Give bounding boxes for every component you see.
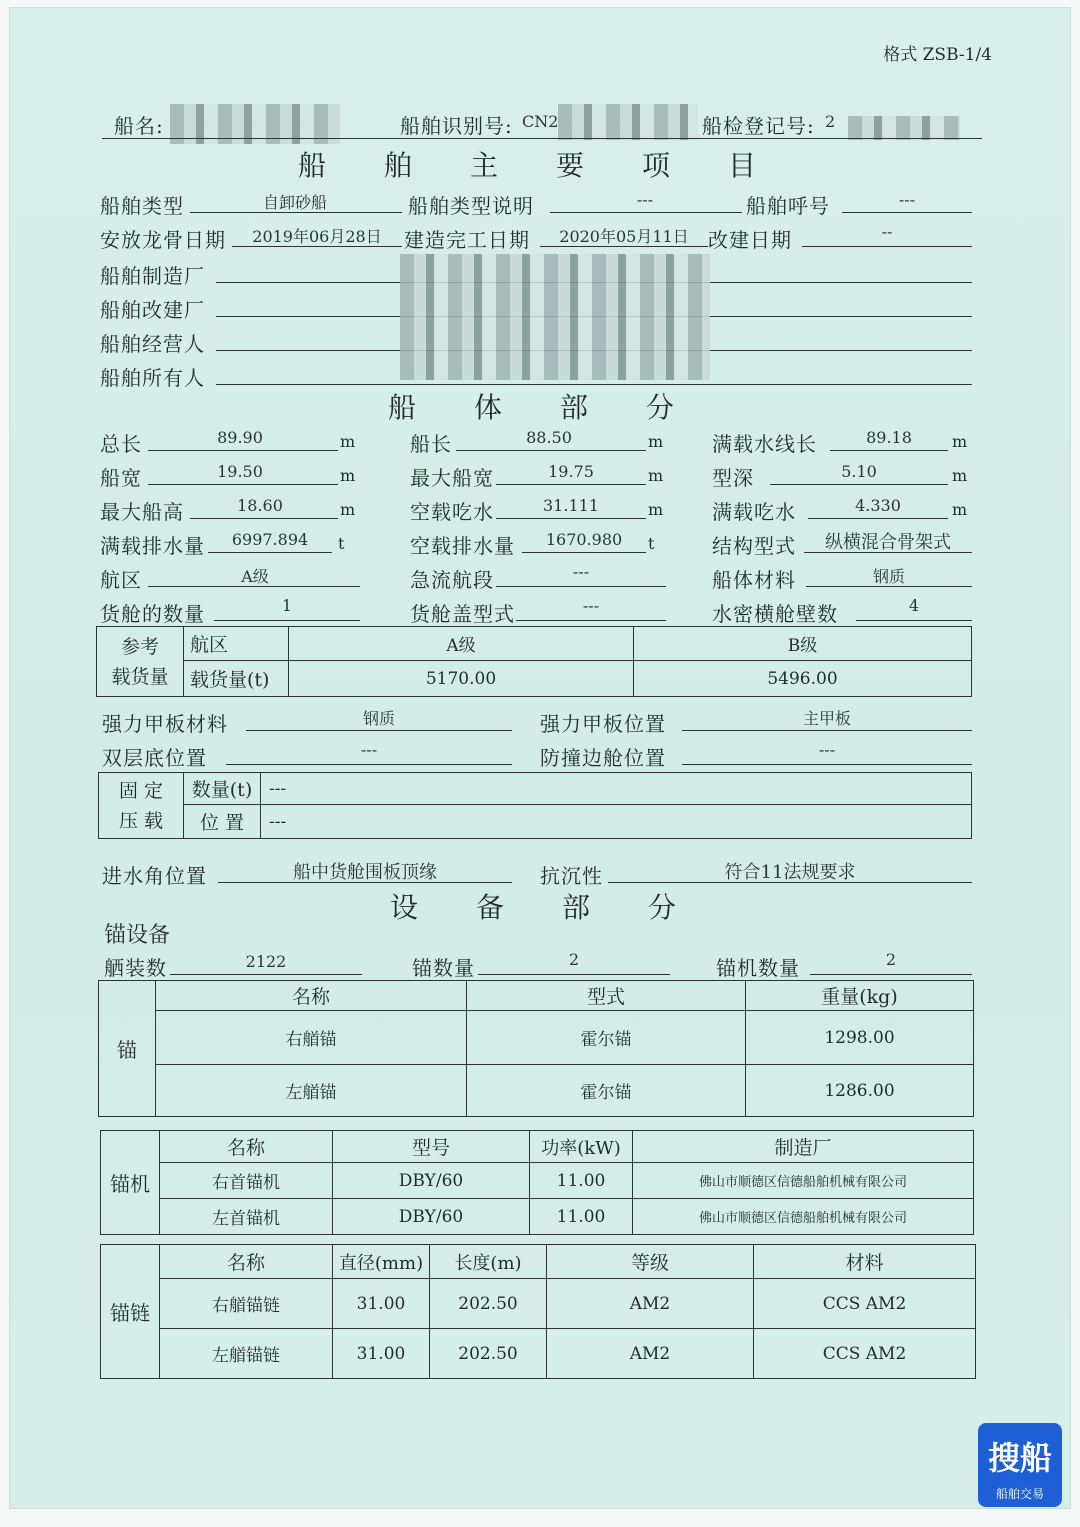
ballast-pos-value: --- [261, 805, 972, 839]
underline [810, 974, 972, 975]
underline [214, 620, 360, 621]
ref-cargo-col-b: B级 [634, 627, 972, 661]
section-hull-title: 船体部分 [388, 391, 733, 424]
builder-label: 船舶制造厂 [100, 264, 205, 288]
underline [190, 212, 402, 213]
light-draft-value: 31.111 [543, 496, 599, 515]
table-row-cell: 202.50 [430, 1279, 547, 1329]
light-draft-label: 空载吃水 [410, 500, 494, 524]
windlass-header-power: 功率(kW) [530, 1131, 633, 1163]
structure-label: 结构型式 [712, 534, 796, 558]
chain-header-length: 长度(m) [430, 1245, 547, 1279]
fixed-ballast-table [98, 772, 972, 839]
ballast-pos-label: 位 置 [184, 805, 261, 839]
table-row-cell: DBY/60 [333, 1163, 530, 1199]
underline [540, 246, 708, 247]
breadth-label: 船宽 [100, 466, 142, 490]
full-draft-label: 满载吃水 [712, 500, 796, 524]
underline [456, 450, 646, 451]
breadth-unit: m [340, 466, 356, 485]
chain-header-name: 名称 [160, 1245, 333, 1279]
chain-header-diameter: 直径(mm) [333, 1245, 430, 1279]
keel-date-label: 安放龙骨日期 [100, 228, 226, 252]
anchors-table [98, 980, 974, 1117]
nav-area-label: 航区 [100, 568, 142, 592]
call-sign-label: 船舶呼号 [746, 194, 830, 218]
max-height-unit: m [340, 500, 356, 519]
underline [608, 882, 972, 883]
ship-type-desc-value: --- [636, 190, 654, 209]
underline [496, 518, 646, 519]
built-date-label: 建造完工日期 [404, 228, 530, 252]
chain-header-material: 材料 [754, 1245, 976, 1279]
collision-value: --- [818, 740, 836, 759]
max-height-label: 最大船高 [100, 500, 184, 524]
underline [522, 552, 646, 553]
deck-position-value: 主甲板 [802, 709, 851, 728]
light-displacement-value: 1670.980 [545, 530, 623, 549]
underline [682, 730, 972, 731]
flood-angle-value: 船中货舱围板顶缘 [293, 862, 437, 883]
full-draft-value: 4.330 [855, 496, 901, 515]
windlass-table [100, 1130, 974, 1235]
full-draft-unit: m [952, 500, 968, 519]
nav-area-value: A级 [241, 567, 269, 586]
table-row-cell: 右首锚机 [160, 1163, 333, 1199]
underline [842, 212, 972, 213]
anchor-count-label: 锚数量 [412, 956, 475, 980]
operator-label: 船舶经营人 [100, 332, 205, 356]
light-displacement-unit: t [648, 534, 655, 553]
underline [496, 586, 666, 587]
ship-name-label: 船名: [114, 114, 164, 138]
header-underline [102, 138, 982, 139]
table-row-cell: 202.50 [430, 1329, 547, 1379]
underline [170, 974, 362, 975]
anchors-side-label: 锚 [99, 981, 156, 1117]
lbp-label: 船长 [410, 432, 452, 456]
material-label: 船体材料 [712, 568, 796, 592]
built-date-value: 2020年05月11日 [559, 227, 689, 246]
table-row-cell: 霍尔锚 [467, 1011, 746, 1065]
soship-logo[interactable] [978, 1423, 1062, 1507]
bulkheads-label: 水密横舱壁数 [712, 602, 838, 626]
ref-cargo-area-label: 航区 [184, 627, 289, 661]
underline [246, 730, 512, 731]
table-row-cell: 1298.00 [746, 1011, 974, 1065]
reference-cargo-table [96, 626, 972, 697]
underline [856, 620, 972, 621]
table-row-cell: 佛山市顺德区信德船舶机械有限公司 [633, 1163, 974, 1199]
outfit-number-label: 舾装数 [104, 956, 167, 980]
underline [830, 450, 948, 451]
logo-title: 搜船 [987, 1439, 1052, 1477]
table-row-cell: 右艏锚链 [160, 1279, 333, 1329]
depth-unit: m [952, 466, 968, 485]
ref-cargo-col-a: A级 [289, 627, 634, 661]
table-row-cell: 右艏锚 [156, 1011, 467, 1065]
breadth-value: 19.50 [217, 462, 263, 481]
bulkheads-value: 4 [908, 596, 920, 615]
flood-angle-label: 进水角位置 [102, 864, 207, 888]
ref-cargo-title-line1: 参考 [120, 635, 159, 658]
lwl-value: 89.18 [866, 428, 912, 447]
redacted-ship-id [558, 104, 698, 140]
ballast-title [99, 773, 184, 839]
depth-value: 5.10 [841, 462, 877, 481]
collision-label: 防撞边舱位置 [540, 746, 666, 770]
logo-subtitle: 船舶交易 [995, 1487, 1044, 1501]
rebuilt-date-value: -- [881, 222, 893, 241]
structure-value: 纵横混合骨架式 [825, 532, 951, 553]
windlass-count-value: 2 [885, 950, 897, 969]
hatch-type-value: --- [582, 596, 600, 615]
rebuilder-label: 船舶改建厂 [100, 298, 205, 322]
document-sheet [10, 8, 1070, 1508]
windlass-header-model: 型号 [333, 1131, 530, 1163]
table-row-cell: 左艏锚 [156, 1065, 467, 1117]
ship-id-value: CN2 [522, 112, 559, 131]
holds-value: 1 [281, 596, 293, 615]
max-breadth-value: 19.75 [548, 462, 594, 481]
ref-cargo-val-b: 5496.00 [634, 661, 972, 697]
anchors-header-name: 名称 [156, 981, 467, 1011]
underline [516, 620, 666, 621]
underline [226, 764, 512, 765]
holds-label: 货舱的数量 [100, 602, 205, 626]
underline [682, 764, 972, 765]
rapids-label: 急流航段 [410, 568, 494, 592]
full-displacement-label: 满载排水量 [100, 534, 205, 558]
windlass-header-name: 名称 [160, 1131, 333, 1163]
light-displacement-label: 空载排水量 [410, 534, 515, 558]
underline [478, 974, 670, 975]
double-bottom-value: --- [360, 740, 378, 759]
redacted-registration [848, 116, 960, 140]
double-bottom-label: 双层底位置 [102, 746, 207, 770]
loa-unit: m [340, 432, 356, 451]
table-row-cell: DBY/60 [333, 1199, 530, 1235]
registration-label: 船检登记号: [702, 114, 815, 138]
form-code: 格式 ZSB-1/4 [883, 45, 992, 65]
sinking-value: 符合11法规要求 [724, 862, 856, 883]
ship-type-label: 船舶类型 [100, 194, 184, 218]
table-row-cell: 31.00 [333, 1329, 430, 1379]
ballast-qty-label: 数量(t) [184, 773, 261, 805]
light-draft-unit: m [648, 500, 664, 519]
ship-id-label: 船舶识别号: [400, 114, 513, 138]
underline [208, 552, 332, 553]
table-row-cell: 11.00 [530, 1199, 633, 1235]
registration-value: 2 [825, 112, 836, 131]
table-row-cell: AM2 [547, 1329, 754, 1379]
lbp-value: 88.50 [526, 428, 572, 447]
deck-material-label: 强力甲板材料 [102, 712, 228, 736]
table-row-cell: 左首锚机 [160, 1199, 333, 1235]
anchors-header-type: 型式 [467, 981, 746, 1011]
chain-side-label: 锚链 [101, 1245, 160, 1379]
windlass-side-label: 锚机 [101, 1131, 160, 1235]
anchor-count-value: 2 [568, 950, 580, 969]
section-equipment-title: 设备部分 [390, 891, 735, 924]
ref-cargo-val-a: 5170.00 [289, 661, 634, 697]
underline [808, 518, 948, 519]
underline [218, 882, 512, 883]
material-value: 钢质 [872, 567, 905, 586]
table-row-cell: 1286.00 [746, 1065, 974, 1117]
ballast-title-line1: 固 定 [118, 779, 164, 802]
windlass-header-maker: 制造厂 [633, 1131, 974, 1163]
anchor-chain-table [100, 1244, 976, 1379]
underline [802, 246, 972, 247]
loa-value: 89.90 [217, 428, 263, 447]
lwl-label: 满载水线长 [712, 432, 817, 456]
ballast-qty-value: --- [261, 773, 972, 805]
table-row-cell: CCS AM2 [754, 1279, 976, 1329]
underline [148, 586, 360, 587]
anchors-header-weight: 重量(kg) [746, 981, 974, 1011]
call-sign-value: --- [898, 190, 916, 209]
hatch-type-label: 货舱盖型式 [410, 602, 515, 626]
max-breadth-label: 最大船宽 [410, 466, 494, 490]
underline [496, 484, 646, 485]
table-row-cell: 11.00 [530, 1163, 633, 1199]
table-row-cell: 31.00 [333, 1279, 430, 1329]
ballast-title-line2: 压 载 [118, 809, 164, 832]
loa-label: 总长 [100, 432, 142, 456]
underline [804, 552, 972, 553]
chain-header-grade: 等级 [547, 1245, 754, 1279]
underline [806, 586, 972, 587]
underline [148, 484, 338, 485]
underline [148, 450, 338, 451]
ref-cargo-title [97, 627, 184, 697]
underline [550, 212, 742, 213]
underline [190, 518, 338, 519]
windlass-count-label: 锚机数量 [716, 956, 800, 980]
table-row-cell: CCS AM2 [754, 1329, 976, 1379]
depth-label: 型深 [712, 466, 754, 490]
full-displacement-value: 6997.894 [231, 530, 309, 549]
full-displacement-unit: t [338, 534, 345, 553]
underline [232, 246, 402, 247]
lbp-unit: m [648, 432, 664, 451]
underline [770, 484, 948, 485]
owner-label: 船舶所有人 [100, 366, 205, 390]
ship-type-desc-label: 船舶类型说明 [408, 194, 534, 218]
underline [216, 384, 972, 385]
anchor-equipment-title: 锚设备 [104, 923, 171, 948]
ref-cargo-cap-label: 载货量(t) [184, 661, 289, 697]
deck-material-value: 钢质 [362, 709, 395, 728]
max-breadth-unit: m [648, 466, 664, 485]
deck-position-label: 强力甲板位置 [540, 712, 666, 736]
ship-type-value: 自卸砂船 [262, 193, 327, 212]
lwl-unit: m [952, 432, 968, 451]
rapids-value: --- [572, 562, 590, 581]
outfit-number-value: 2122 [245, 952, 287, 971]
table-row-cell: 佛山市顺德区信德船舶机械有限公司 [633, 1199, 974, 1235]
redacted-company-names [400, 254, 710, 380]
table-row-cell: 左艏锚链 [160, 1329, 333, 1379]
table-row-cell: AM2 [547, 1279, 754, 1329]
keel-date-value: 2019年06月28日 [252, 227, 382, 246]
max-height-value: 18.60 [237, 496, 283, 515]
sinking-label: 抗沉性 [540, 864, 603, 888]
ref-cargo-title-line2: 载货量 [111, 665, 169, 688]
table-row-cell: 霍尔锚 [467, 1065, 746, 1117]
section-main-title: 船舶主要项目 [298, 149, 815, 182]
rebuilt-date-label: 改建日期 [708, 228, 792, 252]
